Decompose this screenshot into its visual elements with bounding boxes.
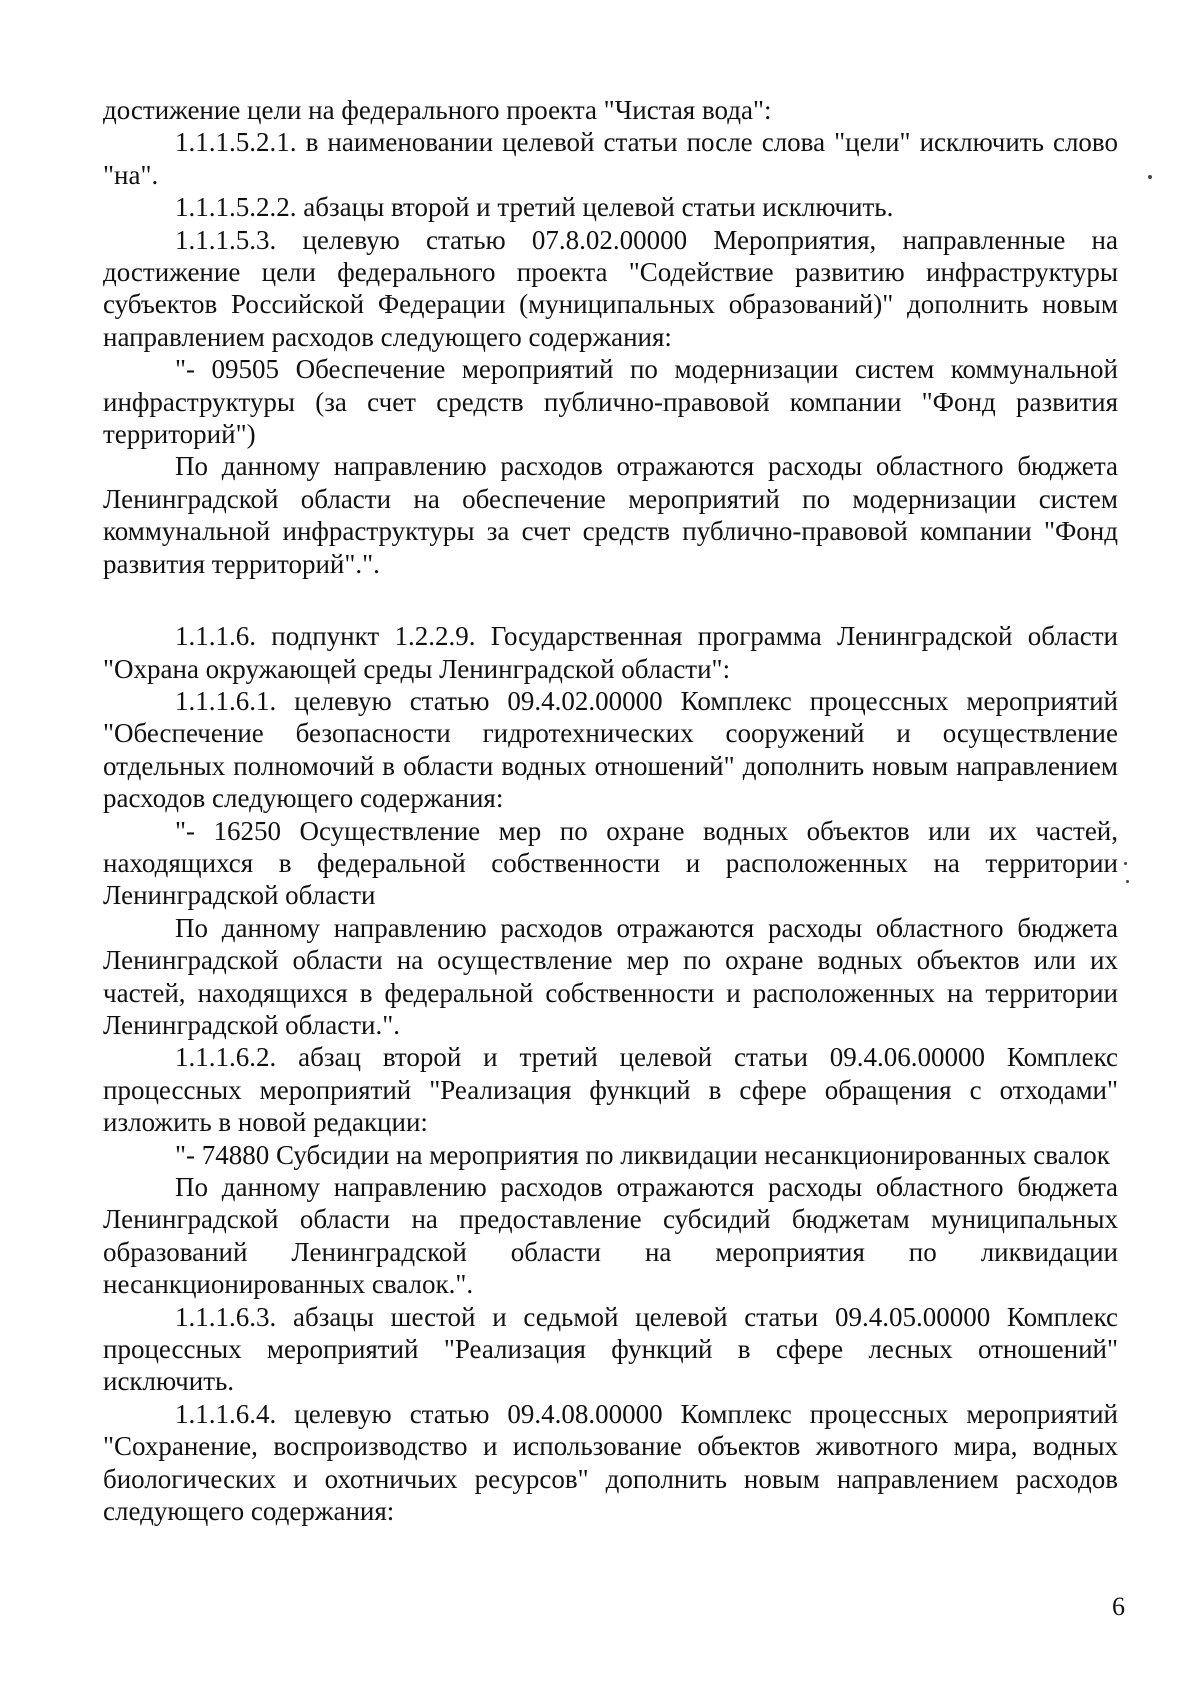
page-number: 6 [1112,1592,1125,1621]
paragraph: "- 09505 Обеспечение мероприятий по модернизации систем коммунальной инфраструктуры (за счет средств публично-правовой компании "Фонд развития территорий") [103,354,1118,450]
paragraph: достижение цели на федерального проекта "Чистая вода": [103,95,772,125]
paragraph: 1.1.1.6.2. абзац второй и третий целевой статьи 09.4.06.00000 Комплекс процессных мероприятий "Реализация функций в сфере обращения с отходами" изложить в новой редакции: [103,1042,1118,1138]
paragraph: 1.1.1.5.2.2. абзацы второй и третий целевой статьи исключить. [175,192,894,223]
paragraph: 1.1.1.6. подпункт 1.2.2.9. Государственная программа Ленинградской области "Охрана окружающей среды Ленинградской области": [103,621,1118,684]
paragraph: 1.1.1.6.4. целевую статью 09.4.08.00000 Комплекс процессных мероприятий "Сохранение, воспроизводство и использование объектов животного мира, водных биологических и охотничьих ресурсов" дополнить новым направлением расходов следующего содержания: [103,1398,1118,1527]
paragraph: По данному направлению расходов отражаются расходы областного бюджета Ленинградской области на осуществление мер по охране водных объектов или их частей, находящихся в федеральной собственности и расположенных на территории Ленинградской области.". [103,912,1118,1040]
paragraph: 1.1.1.5.3. целевую статью 07.8.02.00000 Мероприятия, направленные на достижение цели федерального проекта "Содействие развитию инфраструктуры субъектов Российской Федерации (муниципальных образований)" дополнить новым направлением расходов следующего содержания: [103,224,1118,352]
document-body [103,94,1118,1527]
scan-speck [1148,175,1152,179]
paragraph: "- 74880 Субсидии на мероприятия по ликвидации несанкционированных свалок [175,1139,1110,1170]
paragraph: 1.1.1.6.1. целевую статью 09.4.02.00000 Комплекс процессных мероприятий "Обеспечение безопасности гидротехнических сооружений и осуществление отдельных полномочий в области водных отношений" дополнить новым направлением расходов следующего содержания: [103,685,1118,814]
paragraph: "- 16250 Осуществление мер по охране водных объектов или их частей, находящихся в федеральной собственности и расположенных на территории Ленинградской области [103,815,1118,911]
paragraph: 1.1.1.5.2.1. в наименовании целевой статьи после слова "цели" исключить слово "на". [103,127,1118,190]
paragraph: 1.1.1.6.3. абзацы шестой и седьмой целевой статьи 09.4.05.00000 Комплекс процессных мероприятий "Реализация функций в сфере лесных отношений" исключить. [103,1301,1118,1397]
paragraph: По данному направлению расходов отражаются расходы областного бюджета Ленинградской области на обеспечение мероприятий по модернизации систем коммунальной инфраструктуры за счет средств публично-правовой компании "Фонд развития территорий".". [103,451,1118,579]
scan-speck [1126,880,1129,883]
scan-speck [1124,862,1127,865]
paragraph: По данному направлению расходов отражаются расходы областного бюджета Ленинградской области на предоставление субсидий бюджетам муниципальных образований Ленинградской области на мероприятия по ликвидации несанкционированных свалок.". [103,1172,1118,1300]
